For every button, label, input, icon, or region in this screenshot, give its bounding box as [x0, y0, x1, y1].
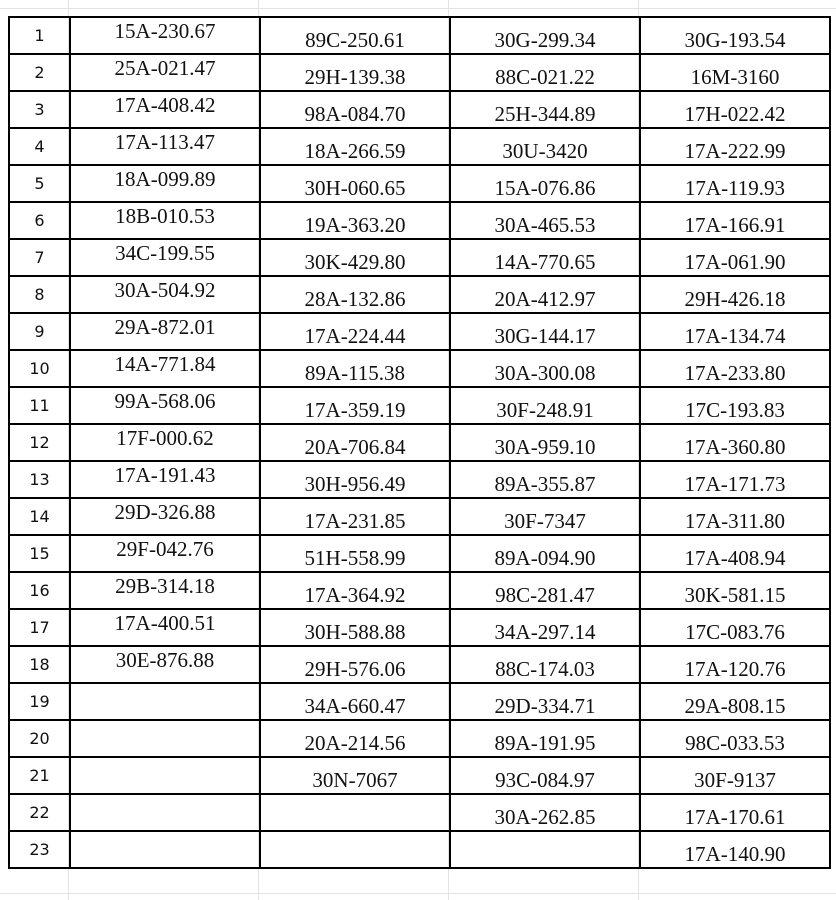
- table-row: [9, 646, 830, 683]
- row-number-cell[interactable]: 17: [9, 609, 70, 646]
- row-number-cell[interactable]: 2: [9, 54, 70, 91]
- plate-cell[interactable]: 30G-144.17: [450, 313, 640, 350]
- row-number-cell[interactable]: 13: [9, 461, 70, 498]
- plate-cell[interactable]: 17A-134.74: [640, 313, 830, 350]
- table-row: [9, 535, 830, 572]
- plate-cell[interactable]: 30A-504.92: [70, 276, 260, 313]
- row-number-cell[interactable]: 23: [9, 831, 70, 868]
- table-row: [9, 54, 830, 91]
- plate-cell[interactable]: [260, 831, 450, 868]
- row-number-cell[interactable]: 12: [9, 424, 70, 461]
- plate-cell[interactable]: 30A-959.10: [450, 424, 640, 461]
- plate-cell[interactable]: 88C-021.22: [450, 54, 640, 91]
- plate-cell[interactable]: 18A-099.89: [70, 165, 260, 202]
- plate-cell[interactable]: 30A-300.08: [450, 350, 640, 387]
- table-row: [9, 720, 830, 757]
- plate-cell[interactable]: 17A-311.80: [640, 498, 830, 535]
- plate-cell[interactable]: 98C-281.47: [450, 572, 640, 609]
- table-row: [9, 609, 830, 646]
- row-number-cell[interactable]: 3: [9, 91, 70, 128]
- plate-cell[interactable]: 51H-558.99: [260, 535, 450, 572]
- plate-cell[interactable]: 17A-061.90: [640, 239, 830, 276]
- plate-cell[interactable]: [70, 757, 260, 794]
- plate-cell[interactable]: 17A-191.43: [70, 461, 260, 498]
- plate-cell[interactable]: 29D-326.88: [70, 498, 260, 535]
- plate-cell[interactable]: 17A-119.93: [640, 165, 830, 202]
- sheet-gridline: [0, 8, 836, 9]
- plate-cell[interactable]: 30H-060.65: [260, 165, 450, 202]
- plate-cell[interactable]: 29A-808.15: [640, 683, 830, 720]
- plate-cell[interactable]: 89A-355.87: [450, 461, 640, 498]
- plate-cell[interactable]: 17F-000.62: [70, 424, 260, 461]
- plate-cell[interactable]: 29A-872.01: [70, 313, 260, 350]
- plate-cell[interactable]: 17A-360.80: [640, 424, 830, 461]
- plate-cell[interactable]: 17C-193.83: [640, 387, 830, 424]
- plate-cell[interactable]: 20A-706.84: [260, 424, 450, 461]
- plates-table-body: [9, 17, 830, 868]
- plate-cell[interactable]: 25A-021.47: [70, 54, 260, 91]
- plate-cell[interactable]: 30K-581.15: [640, 572, 830, 609]
- plate-cell[interactable]: 18B-010.53: [70, 202, 260, 239]
- plate-cell[interactable]: 18A-266.59: [260, 128, 450, 165]
- row-number-cell[interactable]: 18: [9, 646, 70, 683]
- table-row: [9, 831, 830, 868]
- plate-cell[interactable]: 89A-094.90: [450, 535, 640, 572]
- table-row: [9, 387, 830, 424]
- plate-cell[interactable]: 29H-139.38: [260, 54, 450, 91]
- plate-cell[interactable]: 17A-170.61: [640, 794, 830, 831]
- row-number-cell[interactable]: 8: [9, 276, 70, 313]
- table-row: [9, 794, 830, 831]
- plate-cell[interactable]: 14A-770.65: [450, 239, 640, 276]
- plate-cell[interactable]: 20A-214.56: [260, 720, 450, 757]
- table-row: [9, 239, 830, 276]
- plate-cell[interactable]: 93C-084.97: [450, 757, 640, 794]
- row-number-cell[interactable]: 20: [9, 720, 70, 757]
- plate-cell[interactable]: 89C-250.61: [260, 17, 450, 54]
- table-row: [9, 91, 830, 128]
- row-number-cell[interactable]: 15: [9, 535, 70, 572]
- plate-cell[interactable]: 15A-076.86: [450, 165, 640, 202]
- table-row: [9, 461, 830, 498]
- plate-cell[interactable]: 88C-174.03: [450, 646, 640, 683]
- plate-cell[interactable]: [70, 683, 260, 720]
- plate-cell[interactable]: 89A-115.38: [260, 350, 450, 387]
- row-number-cell[interactable]: 21: [9, 757, 70, 794]
- plate-cell[interactable]: 17A-400.51: [70, 609, 260, 646]
- row-number-cell[interactable]: 5: [9, 165, 70, 202]
- row-number-cell[interactable]: 4: [9, 128, 70, 165]
- plates-table: [8, 16, 831, 869]
- table-row: [9, 313, 830, 350]
- plate-cell[interactable]: 98A-084.70: [260, 91, 450, 128]
- sheet-gridline: [0, 893, 836, 894]
- plate-cell[interactable]: 25H-344.89: [450, 91, 640, 128]
- row-number-cell[interactable]: 11: [9, 387, 70, 424]
- plate-cell[interactable]: 98C-033.53: [640, 720, 830, 757]
- plate-cell[interactable]: 17A-364.92: [260, 572, 450, 609]
- plate-cell[interactable]: 17A-408.94: [640, 535, 830, 572]
- row-number-cell[interactable]: 22: [9, 794, 70, 831]
- plate-cell[interactable]: 20A-412.97: [450, 276, 640, 313]
- plate-cell[interactable]: 28A-132.86: [260, 276, 450, 313]
- plate-cell[interactable]: 30H-956.49: [260, 461, 450, 498]
- row-number-cell[interactable]: 1: [9, 17, 70, 54]
- plate-cell[interactable]: [70, 831, 260, 868]
- plate-cell[interactable]: 30F-248.91: [450, 387, 640, 424]
- table-row: [9, 424, 830, 461]
- plate-cell[interactable]: 30U-3420: [450, 128, 640, 165]
- plate-cell[interactable]: 17A-231.85: [260, 498, 450, 535]
- plate-cell[interactable]: 29F-042.76: [70, 535, 260, 572]
- plate-cell[interactable]: 17A-120.76: [640, 646, 830, 683]
- plate-cell[interactable]: 17A-222.99: [640, 128, 830, 165]
- plate-cell[interactable]: 30F-7347: [450, 498, 640, 535]
- plate-cell[interactable]: 30G-299.34: [450, 17, 640, 54]
- plate-cell[interactable]: 30A-465.53: [450, 202, 640, 239]
- plate-cell[interactable]: 17A-408.42: [70, 91, 260, 128]
- plate-cell[interactable]: 29H-576.06: [260, 646, 450, 683]
- plate-cell[interactable]: 17A-166.91: [640, 202, 830, 239]
- plate-cell[interactable]: 30F-9137: [640, 757, 830, 794]
- plate-cell[interactable]: 17A-140.90: [640, 831, 830, 868]
- table-row: [9, 683, 830, 720]
- table-row: [9, 17, 830, 54]
- plate-cell[interactable]: 17H-022.42: [640, 91, 830, 128]
- table-row: [9, 757, 830, 794]
- plate-cell[interactable]: 14A-771.84: [70, 350, 260, 387]
- plate-cell[interactable]: [70, 720, 260, 757]
- table-row: [9, 350, 830, 387]
- plate-cell[interactable]: [70, 794, 260, 831]
- table-row: [9, 128, 830, 165]
- plate-cell[interactable]: 29D-334.71: [450, 683, 640, 720]
- plate-cell[interactable]: 17A-113.47: [70, 128, 260, 165]
- row-number-cell[interactable]: 10: [9, 350, 70, 387]
- plate-cell[interactable]: 17A-359.19: [260, 387, 450, 424]
- row-number-cell[interactable]: 9: [9, 313, 70, 350]
- plate-cell[interactable]: 16M-3160: [640, 54, 830, 91]
- plate-cell[interactable]: 99A-568.06: [70, 387, 260, 424]
- row-number-cell[interactable]: 16: [9, 572, 70, 609]
- plate-cell[interactable]: 17A-171.73: [640, 461, 830, 498]
- plate-cell[interactable]: 30G-193.54: [640, 17, 830, 54]
- table-row: [9, 202, 830, 239]
- plate-cell[interactable]: 30H-588.88: [260, 609, 450, 646]
- plate-cell[interactable]: 34A-297.14: [450, 609, 640, 646]
- plate-cell[interactable]: 29H-426.18: [640, 276, 830, 313]
- row-number-cell[interactable]: 6: [9, 202, 70, 239]
- plate-cell[interactable]: 30K-429.80: [260, 239, 450, 276]
- plate-cell[interactable]: [450, 831, 640, 868]
- plate-cell[interactable]: 34A-660.47: [260, 683, 450, 720]
- plate-cell[interactable]: 17A-224.44: [260, 313, 450, 350]
- plate-cell[interactable]: [260, 794, 450, 831]
- plate-cell[interactable]: 17C-083.76: [640, 609, 830, 646]
- row-number-cell[interactable]: 7: [9, 239, 70, 276]
- plate-cell[interactable]: 17A-233.80: [640, 350, 830, 387]
- plate-cell[interactable]: 15A-230.67: [70, 17, 260, 54]
- plate-cell[interactable]: 30N-7067: [260, 757, 450, 794]
- table-row: [9, 572, 830, 609]
- plate-cell[interactable]: 19A-363.20: [260, 202, 450, 239]
- table-row: [9, 165, 830, 202]
- plate-cell[interactable]: 29B-314.18: [70, 572, 260, 609]
- row-number-cell[interactable]: 19: [9, 683, 70, 720]
- plate-cell[interactable]: 30E-876.88: [70, 646, 260, 683]
- table-row: [9, 276, 830, 313]
- plate-cell[interactable]: 30A-262.85: [450, 794, 640, 831]
- row-number-cell[interactable]: 14: [9, 498, 70, 535]
- plate-cell[interactable]: 89A-191.95: [450, 720, 640, 757]
- table-row: [9, 498, 830, 535]
- plate-cell[interactable]: 34C-199.55: [70, 239, 260, 276]
